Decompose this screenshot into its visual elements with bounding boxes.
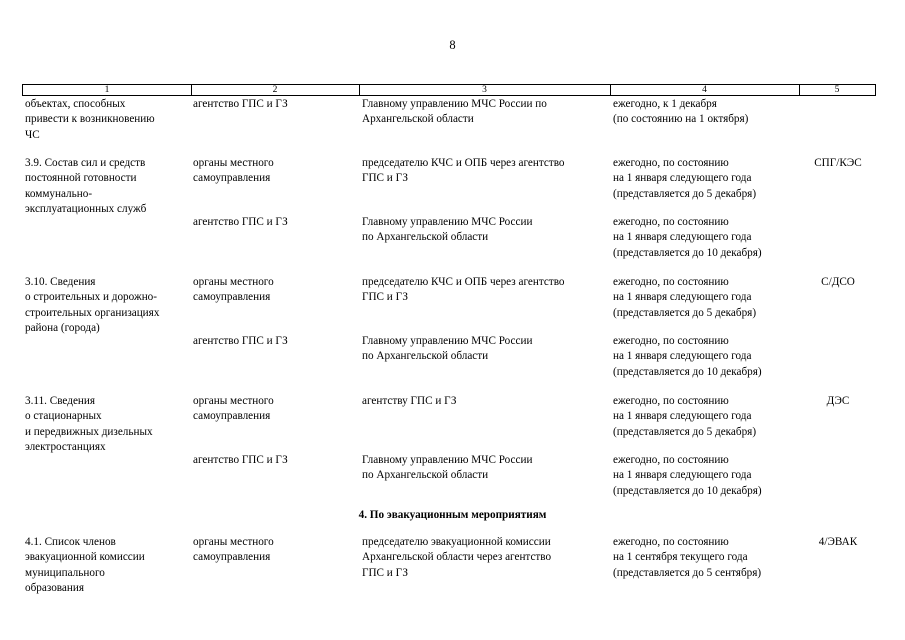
table-row-1-col-3: председателю КЧС и ОПБ через агентство ГПС и ГЗ xyxy=(362,157,565,185)
table-row-5-col-3: агентству ГПС и ГЗ xyxy=(362,395,457,407)
table-row-4-col-2: агентство ГПС и ГЗ xyxy=(193,335,288,347)
table-row-3-col-1: 3.10. Сведения о строительных и дорожно- строительных организациях района (города) xyxy=(25,276,160,335)
table-row-6-col-4: ежегодно, по состоянию на 1 января следующего года (представляется до 10 декабря) xyxy=(613,454,762,497)
table-row-5-col-2: органы местного самоуправления xyxy=(193,395,274,423)
header-col-2: 2 xyxy=(272,85,278,95)
header-col-3: 3 xyxy=(482,85,487,95)
table-row-3-col-3: председателю КЧС и ОПБ через агентство ГПС и ГЗ xyxy=(362,276,565,304)
table-row-3-col-5: С/ДСО xyxy=(821,276,855,288)
table-row-1-col-2: органы местного самоуправления xyxy=(193,157,274,185)
section-row-col-5: 4/ЭВАК xyxy=(818,536,858,548)
section-row-col-4: ежегодно, по состоянию на 1 сентября текущего года (представляется до 5 сентября) xyxy=(613,536,762,579)
table-row-3-col-4: ежегодно, по состоянию на 1 января следующего года (представляется до 5 декабря) xyxy=(613,276,757,319)
table-row-1-col-1: 3.9. Состав сил и средств постоянной готовности коммунально- эксплуатационных служб xyxy=(25,157,147,216)
section-row-col-2: органы местного самоуправления xyxy=(193,536,274,564)
table-row-4-col-4: ежегодно, по состоянию на 1 января следующего года (представляется до 10 декабря) xyxy=(613,335,762,378)
header-col-4: 4 xyxy=(702,85,707,95)
table-row-0-col-1: объектах, способных привести к возникновению ЧС xyxy=(25,98,155,141)
table-row-5-col-4: ежегодно, по состоянию на 1 января следующего года (представляется до 5 декабря) xyxy=(613,395,757,438)
table-header xyxy=(22,84,876,96)
table-row-1-col-4: ежегодно, по состоянию на 1 января следующего года (представляется до 5 декабря) xyxy=(613,157,757,200)
table-row-2-col-3: Главному управлению МЧС России по Архангельской области xyxy=(362,216,533,244)
table-row-5-col-1: 3.11. Сведения о стационарных и передвижных дизельных электростанциях xyxy=(25,395,153,454)
section-row-col-1: 4.1. Список членов эвакуационной комиссии муниципального образования xyxy=(25,536,145,595)
header-col-5: 5 xyxy=(834,85,840,95)
table-row-0-col-2: агентство ГПС и ГЗ xyxy=(193,98,288,110)
table-row-5-col-5: ДЭС xyxy=(826,395,850,407)
table-row-1-col-5: СПГ/КЭС xyxy=(814,157,862,169)
section-title: 4. По эвакуационным мероприятиям xyxy=(358,509,547,521)
table-row-0-col-4: ежегодно, к 1 декабря (по состоянию на 1 октября) xyxy=(613,98,749,126)
header-col-1: 1 xyxy=(104,85,110,95)
table-row-6-col-2: агентство ГПС и ГЗ xyxy=(193,454,288,466)
table-row-6-col-3: Главному управлению МЧС России по Архангельской области xyxy=(362,454,533,482)
page-number: 8 xyxy=(449,38,456,52)
table-row-4-col-3: Главному управлению МЧС России по Архангельской области xyxy=(362,335,533,363)
table-row-0-col-3: Главному управлению МЧС России по Архангельской области xyxy=(362,98,547,126)
table-row-2-col-4: ежегодно, по состоянию на 1 января следующего года (представляется до 10 декабря) xyxy=(613,216,762,259)
section-row-col-3: председателю эвакуационной комиссии Архангельской области через агентство ГПС и ГЗ xyxy=(362,536,552,579)
table-row-3-col-2: органы местного самоуправления xyxy=(193,276,274,304)
table-row-2-col-2: агентство ГПС и ГЗ xyxy=(193,216,288,228)
